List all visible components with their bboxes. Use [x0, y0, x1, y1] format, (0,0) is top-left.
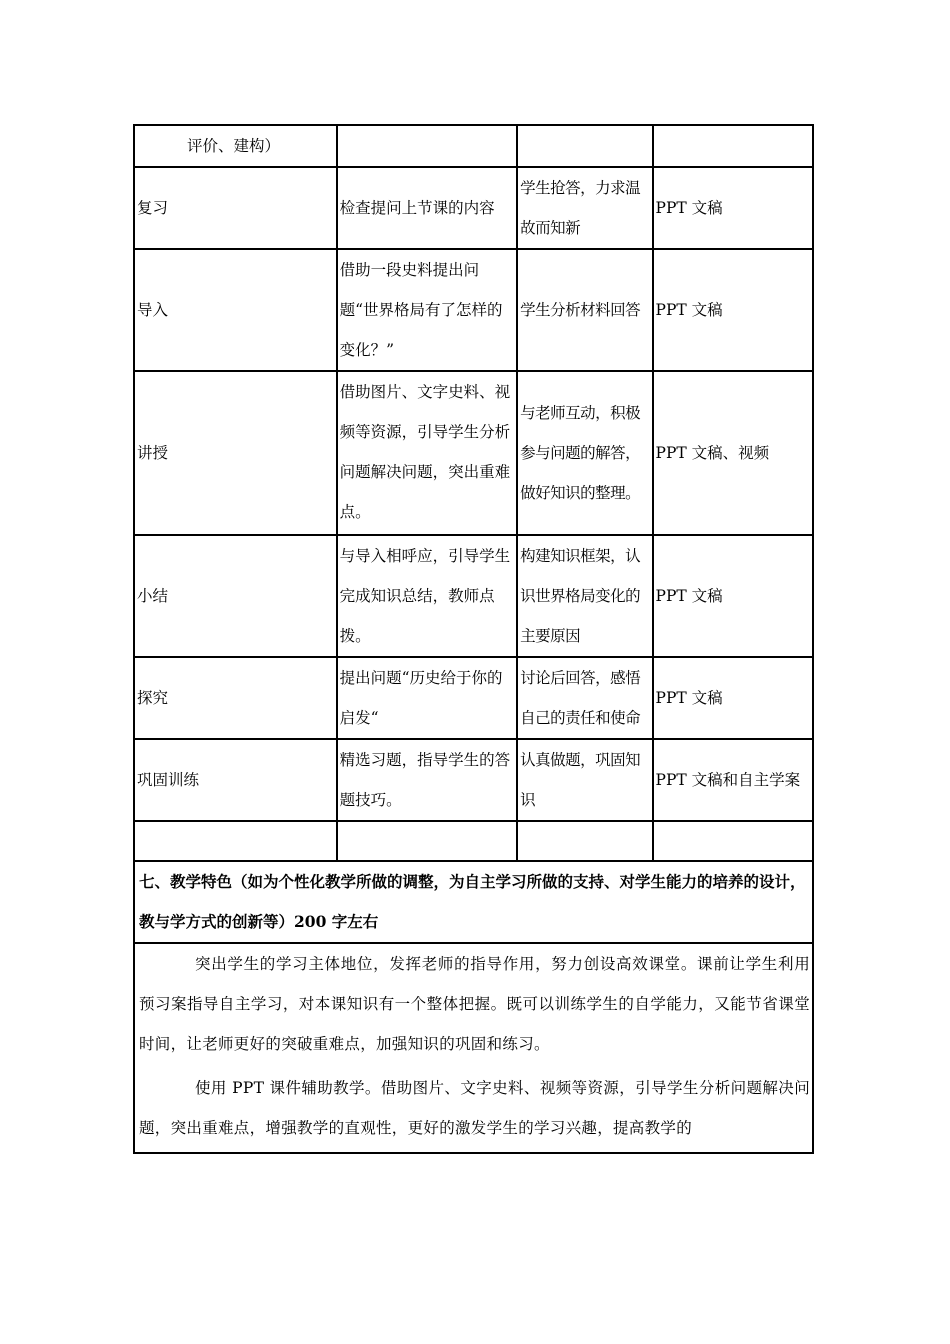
student-activity-cell: 与老师互动，积极参与问题的解答，做好知识的整理。 [517, 371, 652, 535]
teacher-activity-cell: 精选习题，指导学生的答题技巧。 [337, 739, 518, 821]
teaching-process-table [133, 124, 814, 1154]
student-activity-cell: 构建知识框架，认识世界格局变化的主要原因 [517, 535, 652, 657]
table-row [134, 739, 813, 821]
teacher-activity-cell: 检查提问上节课的内容 [337, 167, 518, 249]
empty-cell [517, 821, 652, 861]
resource-cell: PPT 文稿 [653, 167, 813, 249]
resource-cell: PPT 文稿 [653, 249, 813, 371]
stage-cell: 小结 [134, 535, 337, 657]
stage-cell: 讲授 [134, 371, 337, 535]
resource-cell: PPT 文稿和自主学案 [653, 739, 813, 821]
resource-cell: PPT 文稿 [653, 535, 813, 657]
teacher-activity-cell: 提出问题“历史给于你的启发“ [337, 657, 518, 739]
paragraph: 突出学生的学习主体地位，发挥老师的指导作用，努力创设高效课堂。课前让学生利用预习案指导自主学习，对本课知识有一个整体把握。既可以训练学生的自学能力，又能节省课堂时间，让老师更好的突破重难点，加强知识的巩固和练习。 [139, 955, 810, 1053]
table-row [134, 535, 813, 657]
resource-cell: PPT 文稿 [653, 657, 813, 739]
paragraph: 使用 PPT 课件辅助教学。借助图片、文字史料、视频等资源，引导学生分析问题解决问题，突出重难点，增强教学的直观性，更好的激发学生的学习兴趣，提高教学的 [139, 1079, 810, 1137]
stage-cell: 探究 [134, 657, 337, 739]
section-seven-heading-row [134, 861, 813, 943]
stage-cell: 导入 [134, 249, 337, 371]
table-row [134, 167, 813, 249]
table-row [134, 249, 813, 371]
empty-cell [337, 821, 518, 861]
table-row [134, 371, 813, 535]
empty-cell [517, 125, 652, 167]
empty-cell [134, 821, 337, 861]
section-seven-body [134, 943, 813, 1153]
table-row-empty [134, 821, 813, 861]
student-activity-cell: 学生抢答，力求温故而知新 [517, 167, 652, 249]
empty-cell [653, 821, 813, 861]
empty-cell [653, 125, 813, 167]
student-activity-cell: 学生分析材料回答 [517, 249, 652, 371]
teacher-activity-cell: 借助图片、文字史料、视频等资源，引导学生分析问题解决问题，突出重难点。 [337, 371, 518, 535]
student-activity-cell: 讨论后回答，感悟自己的责任和使命 [517, 657, 652, 739]
stage-cell: 复习 [134, 167, 337, 249]
teacher-activity-cell: 借助一段史料提出问题“世界格局有了怎样的变化？” [337, 249, 518, 371]
stage-cell: 巩固训练 [134, 739, 337, 821]
section-seven-heading: 七、教学特色（如为个性化教学所做的调整，为自主学习所做的支持、对学生能力的培养的设计，教与学方式的创新等）200 字左右 [134, 861, 813, 943]
resource-cell: PPT 文稿、视频 [653, 371, 813, 535]
continued-header-cell: 评价、建构） [134, 125, 337, 167]
empty-cell [337, 125, 518, 167]
student-activity-cell: 认真做题，巩固知识 [517, 739, 652, 821]
section-seven-body-row [134, 943, 813, 1153]
table-row [134, 657, 813, 739]
table-row-continued-header [134, 125, 813, 167]
teacher-activity-cell: 与导入相呼应，引导学生完成知识总结，教师点拨。 [337, 535, 518, 657]
